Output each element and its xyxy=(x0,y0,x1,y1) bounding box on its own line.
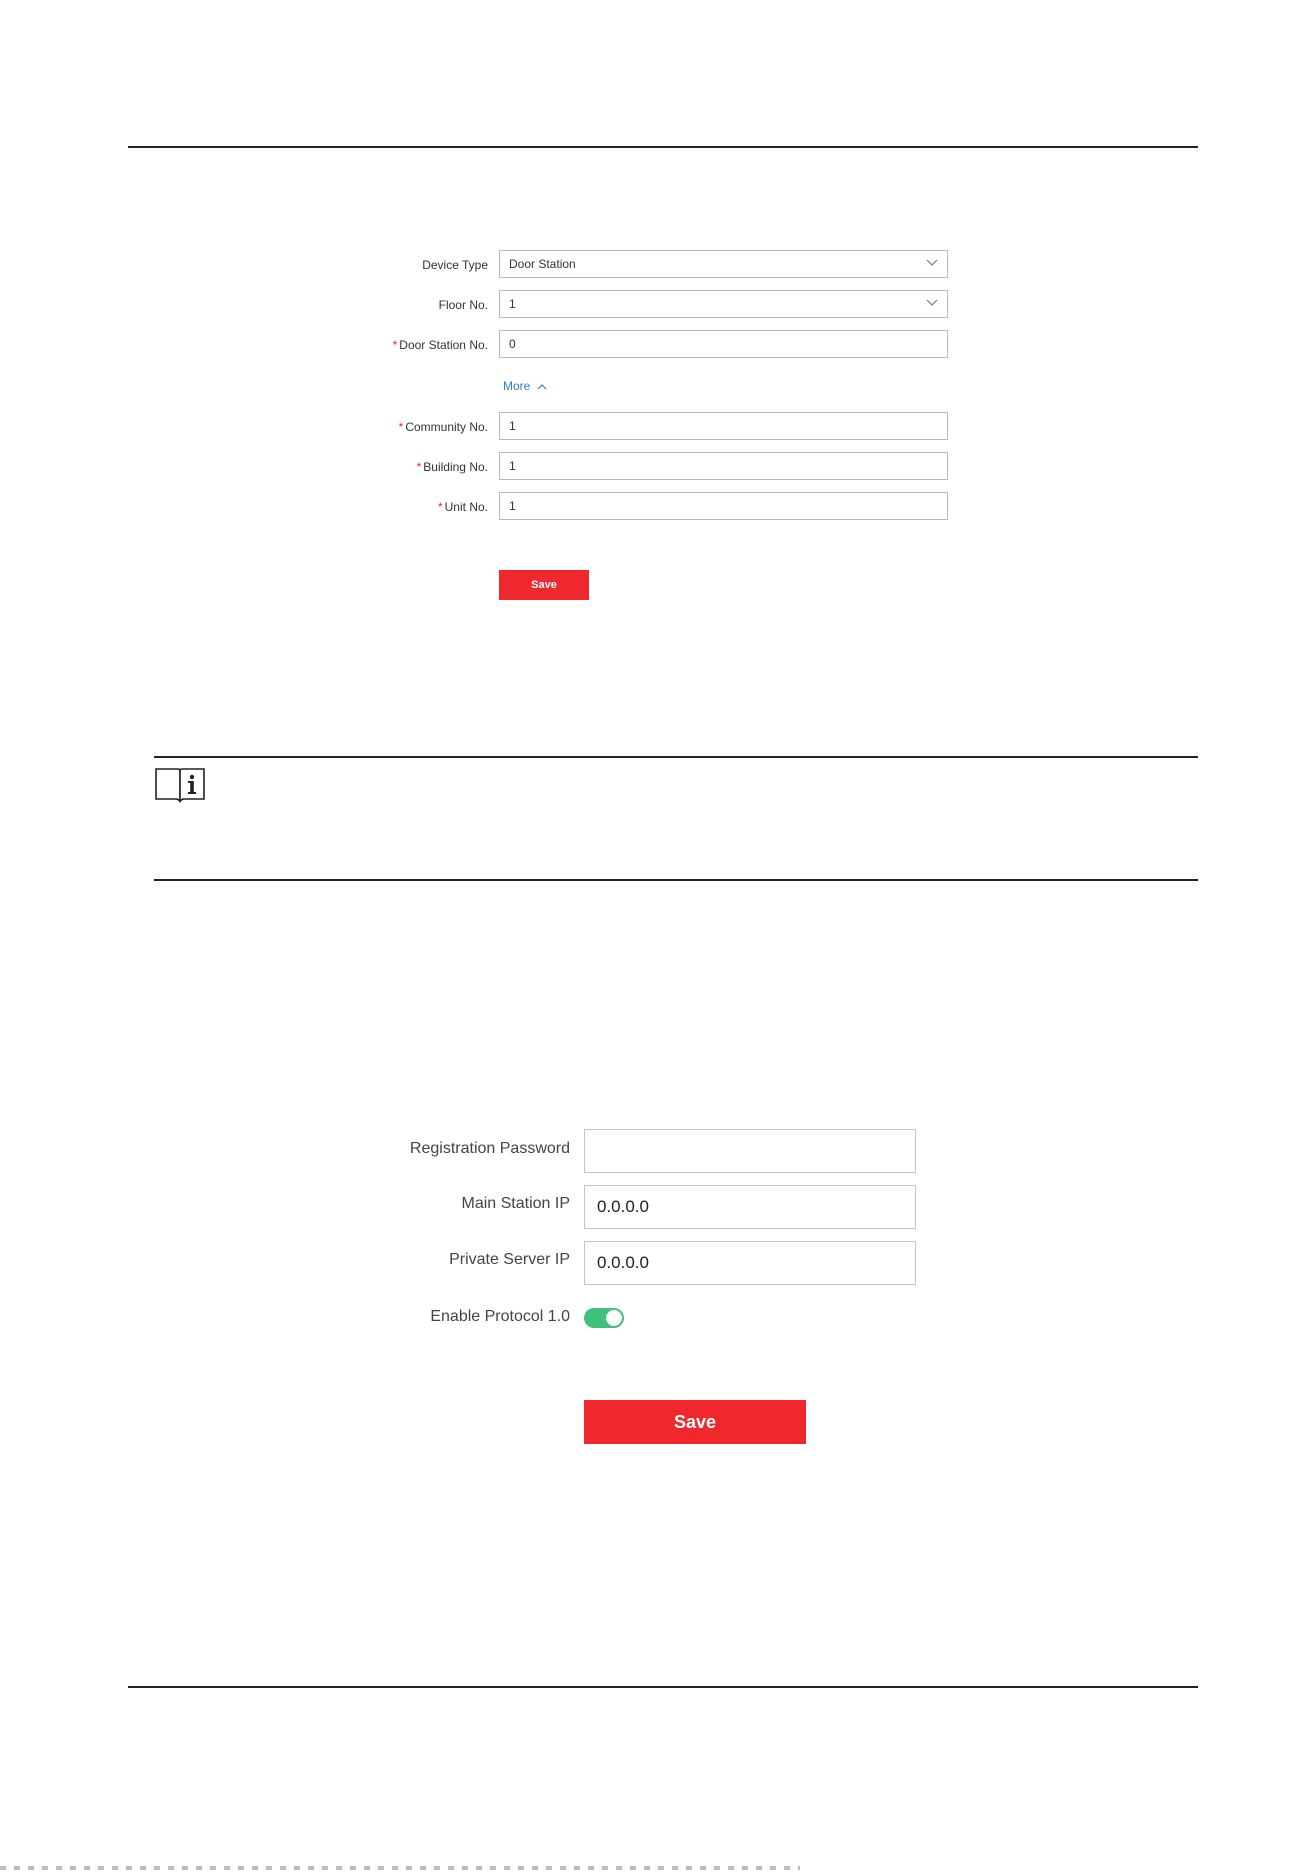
building-no-label: * Building No. xyxy=(416,460,488,474)
required-marker: * xyxy=(398,420,404,434)
row-floor-no xyxy=(0,290,1313,320)
main-station-ip-value: 0.0.0.0 xyxy=(597,1197,649,1216)
device-type-label: Device Type xyxy=(422,258,488,272)
building-no-input[interactable] xyxy=(499,452,948,480)
floor-no-value: 1 xyxy=(509,297,516,311)
note-top-rule xyxy=(154,756,1198,758)
required-marker: * xyxy=(416,460,422,474)
unit-no-input[interactable] xyxy=(499,492,948,520)
private-server-ip-input[interactable] xyxy=(584,1241,916,1285)
note-book-icon xyxy=(154,765,206,803)
row-community-no xyxy=(0,412,1313,442)
community-no-label: * Community No. xyxy=(398,420,488,434)
private-server-ip-label: Private Server IP xyxy=(449,1251,570,1268)
chevron-down-icon xyxy=(926,259,938,267)
enable-protocol-toggle[interactable] xyxy=(584,1308,624,1328)
row-device-type xyxy=(0,250,1313,280)
note-bottom-rule xyxy=(154,879,1198,881)
registration-password-label: Registration Password xyxy=(409,1140,570,1157)
row-building-no xyxy=(0,452,1313,482)
required-marker: * xyxy=(437,500,443,514)
save-button[interactable]: Save xyxy=(584,1400,806,1444)
row-unit-no xyxy=(0,492,1313,522)
footer-rule xyxy=(128,1686,1198,1688)
required-marker: * xyxy=(392,338,398,352)
door-station-no-input[interactable] xyxy=(499,330,948,358)
row-door-station-no xyxy=(0,330,1313,360)
more-label: More xyxy=(503,379,531,393)
main-station-ip-label: Main Station IP xyxy=(461,1195,570,1212)
enable-protocol-label: Enable Protocol 1.0 xyxy=(430,1308,570,1325)
chevron-up-icon xyxy=(537,383,547,390)
footer-strip xyxy=(0,1866,800,1870)
save-button[interactable]: Save xyxy=(499,570,589,600)
header-rule xyxy=(128,146,1198,148)
device-type-value: Door Station xyxy=(509,257,576,271)
community-no-value: 1 xyxy=(509,419,516,433)
door-station-no-label: * Door Station No. xyxy=(392,338,488,352)
community-no-input[interactable] xyxy=(499,412,948,440)
private-server-ip-value: 0.0.0.0 xyxy=(597,1253,649,1272)
door-station-no-value: 0 xyxy=(509,337,516,351)
chevron-down-icon xyxy=(926,299,938,307)
device-type-select[interactable] xyxy=(499,250,948,278)
building-no-value: 1 xyxy=(509,459,516,473)
floor-no-label: Floor No. xyxy=(438,298,488,312)
registration-password-input[interactable] xyxy=(584,1129,916,1173)
unit-no-label: * Unit No. xyxy=(437,500,488,514)
more-toggle-link[interactable] xyxy=(503,378,547,394)
unit-no-value: 1 xyxy=(509,499,516,513)
main-station-ip-input[interactable] xyxy=(584,1185,916,1229)
floor-no-select[interactable] xyxy=(499,290,948,318)
toggle-knob xyxy=(606,1310,622,1326)
